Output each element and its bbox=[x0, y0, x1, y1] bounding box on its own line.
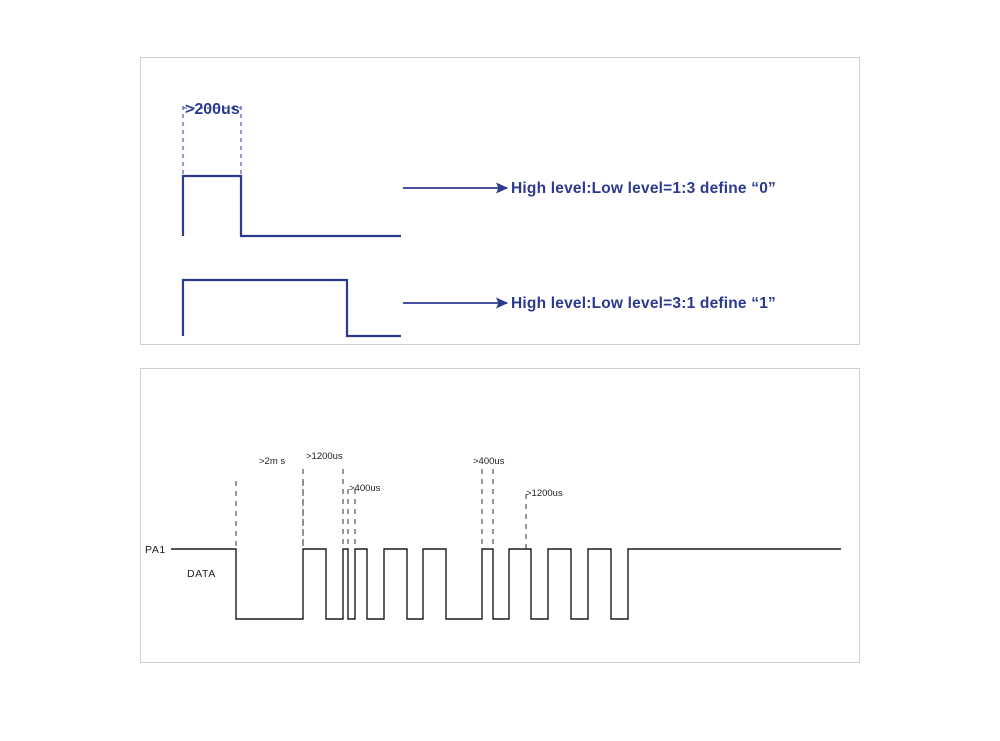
data-frame-panel bbox=[140, 368, 860, 663]
signal-name-label: PA1 bbox=[145, 544, 166, 556]
data-frame-waveform bbox=[171, 549, 841, 619]
bit1-definition-label: High level:Low level=3:1 define “1” bbox=[511, 295, 776, 312]
data-frame-diagram bbox=[141, 369, 859, 662]
bit0-waveform bbox=[183, 176, 401, 236]
bit1-waveform bbox=[183, 280, 401, 336]
timing-label-3: >400us bbox=[473, 456, 505, 467]
bit0-arrow-head-icon bbox=[497, 184, 507, 193]
timing-label-1: >1200us bbox=[306, 451, 343, 462]
bit0-definition-label: High level:Low level=1:3 define “0” bbox=[511, 180, 776, 197]
bit-encoding-panel bbox=[140, 57, 860, 345]
timing-label-0: >2m s bbox=[259, 456, 286, 467]
pulse-width-label: >200us bbox=[185, 101, 240, 118]
bit-encoding-diagram bbox=[141, 58, 859, 344]
timing-label-2: >400us bbox=[349, 483, 381, 494]
data-label: DATA bbox=[187, 568, 216, 580]
timing-label-4: >1200us bbox=[526, 488, 563, 499]
bit1-arrow-head-icon bbox=[497, 299, 507, 308]
